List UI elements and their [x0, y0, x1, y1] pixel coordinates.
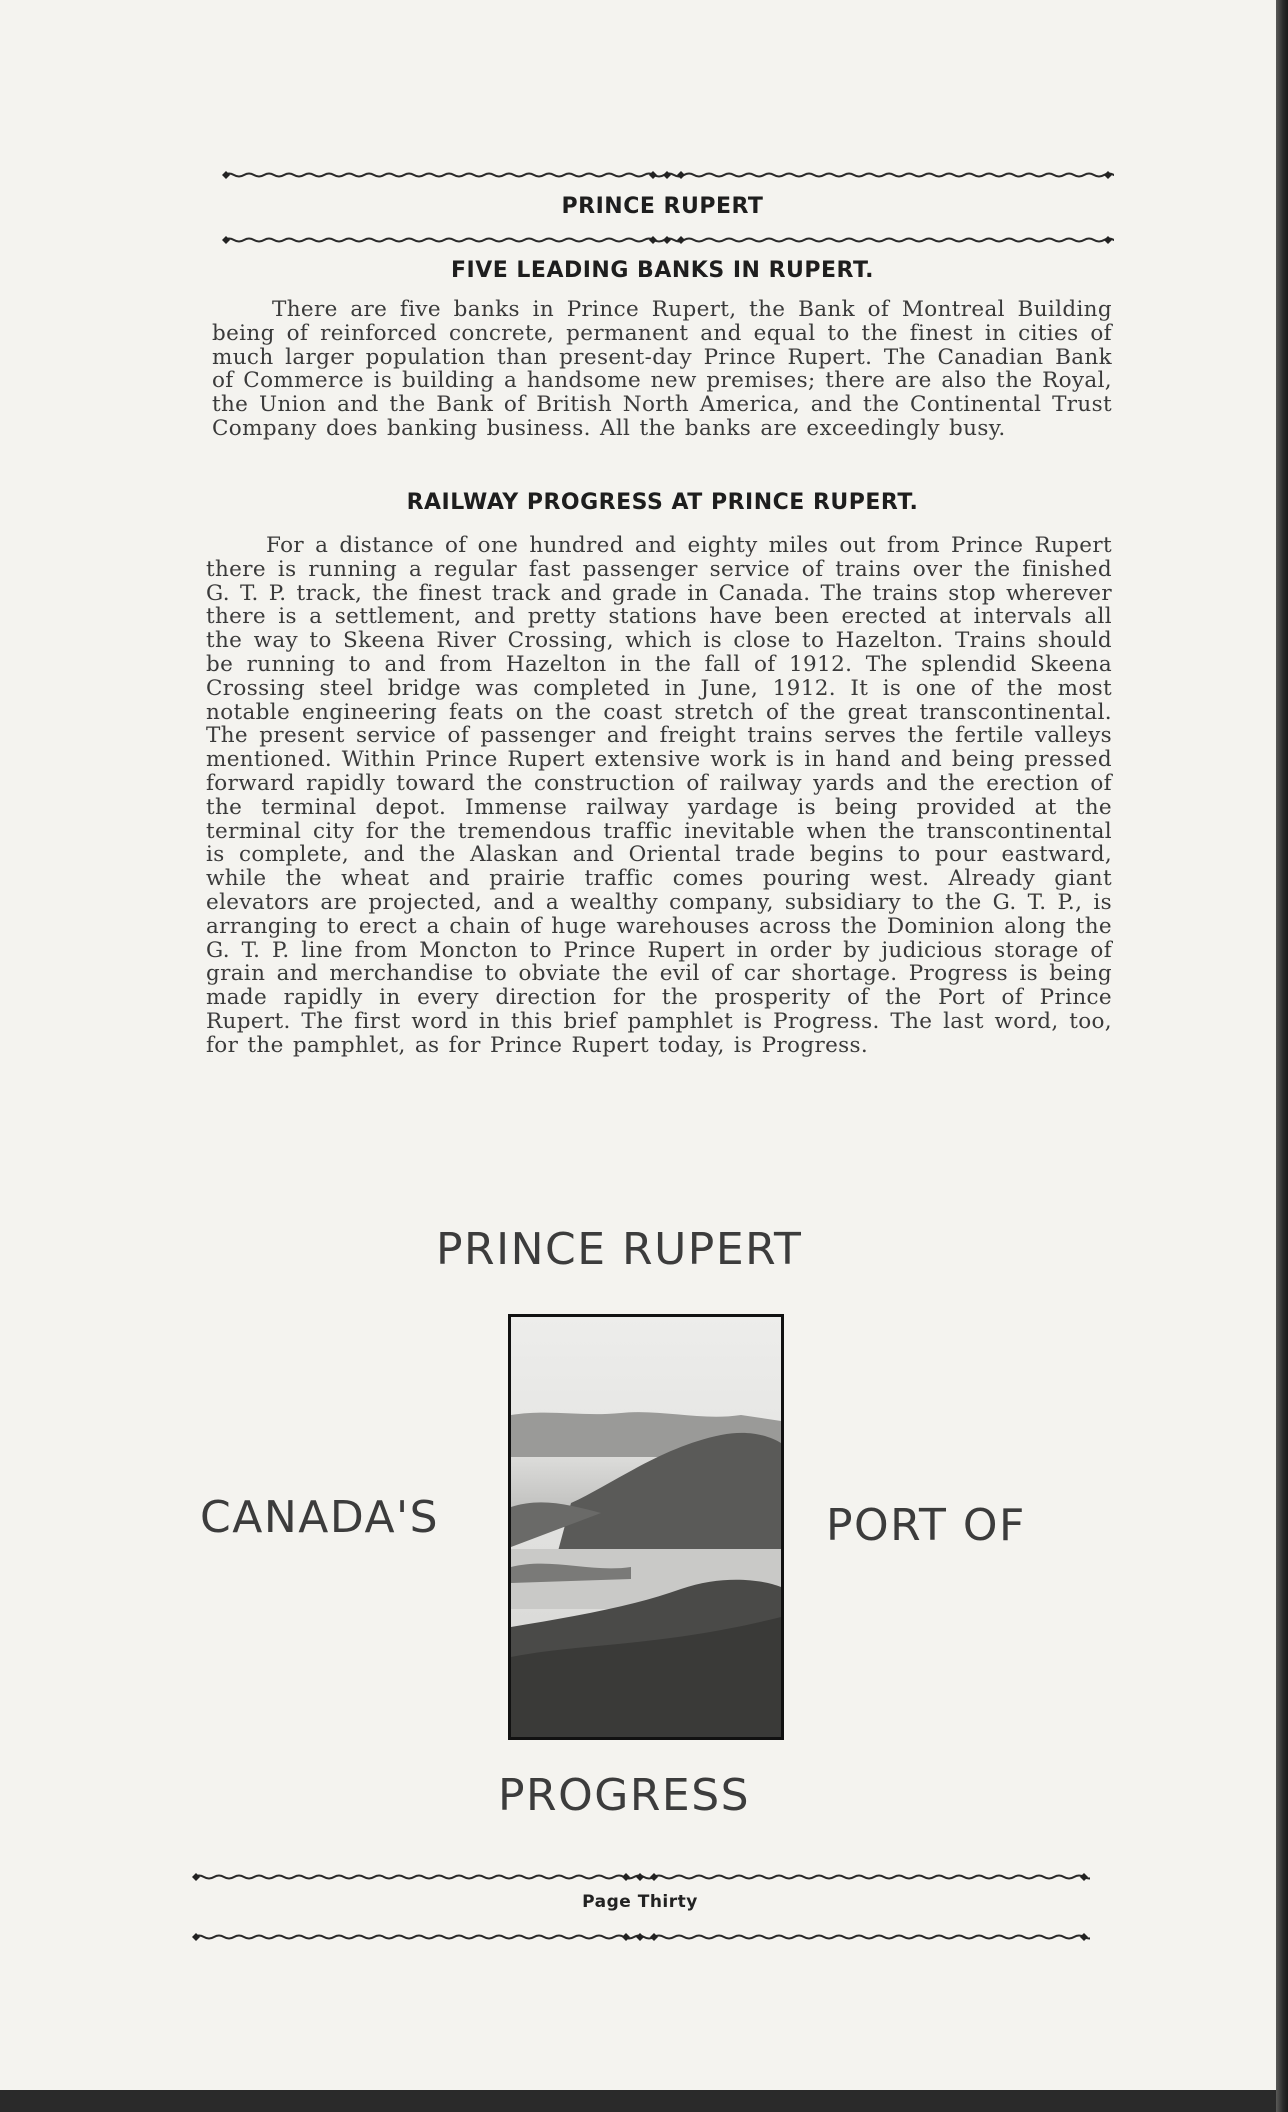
ornamental-rule-footer-top	[190, 1870, 1090, 1884]
harbour-photo	[508, 1314, 784, 1740]
ornamental-rule-under-title	[220, 233, 1114, 247]
poster-left-text: CANADA'S	[200, 1492, 440, 1543]
ornamental-rule-top	[220, 168, 1114, 182]
page-number: Page Thirty	[582, 1892, 698, 1912]
page-bottom-edge	[0, 2090, 1276, 2112]
banks-paragraph: There are five banks in Prince Rupert, the Bank of Montreal Building being of reinforced concrete, permanent and equal to the finest in cities of much larger population than present-day Prince Rupert. The Canadian Bank of Commerce is building a handsome new premises; there are also the Royal, the Union and the Bank of British North America, and the Continental Trust Company does banking business. All the banks are exceedingly busy.	[212, 297, 1112, 441]
poster-top-text: PRINCE RUPERT	[436, 1224, 803, 1275]
ornamental-rule-footer-bottom	[190, 1930, 1090, 1944]
banks-heading: FIVE LEADING BANKS IN RUPERT.	[450, 258, 875, 283]
railway-heading: RAILWAY PROGRESS AT PRINCE RUPERT.	[406, 490, 919, 515]
page-gutter	[1276, 0, 1288, 2112]
railway-paragraph: For a distance of one hundred and eighty miles out from Prince Rupert there is running a regular fast passenger service of trains over the finished G. T. P. track, the finest track and grade in Canada. The trains stop wherever there is a settlement, and pretty stations have been erected at intervals all the way to Skeena River Crossing, which is close to Hazelton. Trains should be running to and from Hazelton in the fall of 1912. The splendid Skeena Crossing steel bridge was completed in June, 1912. It is one of the most notable engineering feats on the coast stretch of the great transcontinental. The present service of passenger and freight trains serves the fertile valleys mentioned. Within Prince Rupert extensive work is in hand and being pressed forward rapidly toward the construction of railway yards and the erection of the terminal depot. Immense railway yardage is being provided at the terminal city for the tremendous traffic inevitable when the transcontinental is complete, and the Alaskan and Oriental trade begins to pour eastward, while the wheat and prairie traffic comes pouring west. Already giant elevators are projected, and a wealthy company, subsidiary to the G. T. P., is arranging to erect a chain of huge warehouses across the Dominion along the G. T. P. line from Moncton to Prince Rupert in order by judicious storage of grain and merchandise to obviate the evil of car shortage. Progress is being made rapidly in every direction for the prosperity of the Port of Prince Rupert. The first word in this brief pamphlet is Progress. The last word, too, for the pamphlet, as for Prince Rupert today, is Progress.	[206, 533, 1112, 1058]
poster-right-text: PORT OF	[826, 1500, 1026, 1551]
running-title: PRINCE RUPERT	[561, 194, 764, 219]
poster-bottom-text: PROGRESS	[498, 1770, 751, 1821]
